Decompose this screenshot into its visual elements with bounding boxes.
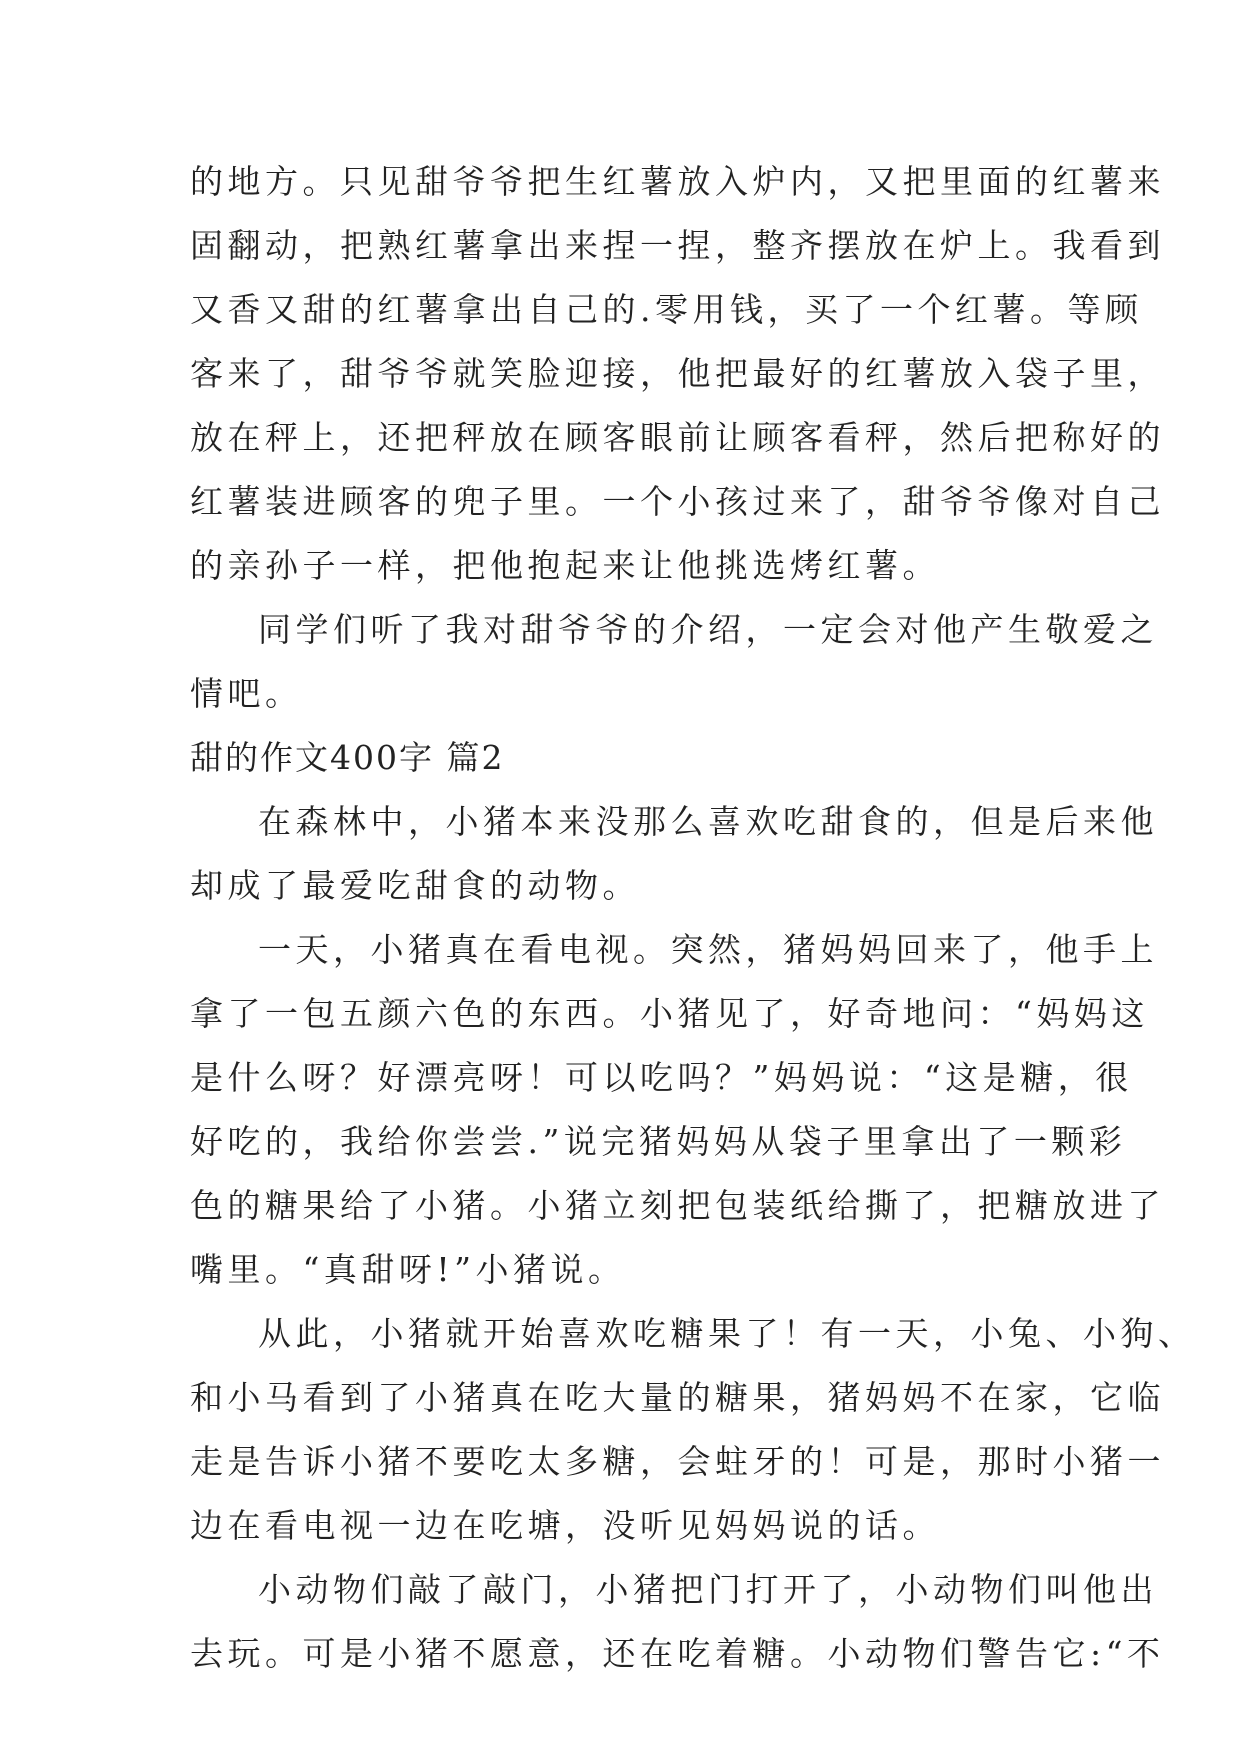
text-line: 色的糖果给了小猪。小猪立刻把包装纸给撕了，把糖放进了	[190, 1186, 1165, 1225]
text-line: 是什么呀？好漂亮呀！可以吃吗？”妈妈说：“这是糖，很	[190, 1058, 1133, 1097]
paragraph-first-line: 小动物们敲了敲门，小猪把门打开了，小动物们叫他出	[258, 1570, 1158, 1609]
text-line: 放在秤上，还把秤放在顾客眼前让顾客看秤，然后把称好的	[190, 418, 1165, 457]
text-line: 拿了一包五颜六色的东西。小猪见了，好奇地问：“妈妈这	[190, 994, 1149, 1033]
text-line: 红薯装进顾客的兜子里。一个小孩过来了，甜爷爷像对自己	[190, 482, 1165, 521]
text-line: 固翻动，把熟红薯拿出来捏一捏，整齐摆放在炉上。我看到	[190, 226, 1165, 265]
text-line: 嘴里。“真甜呀!”小猪说。	[190, 1250, 626, 1289]
text-line: 走是告诉小猪不要吃太多糖，会蛀牙的！可是，那时小猪一	[190, 1442, 1165, 1481]
paragraph-first-line: 同学们听了我对甜爷爷的介绍，一定会对他产生敬爱之	[258, 610, 1158, 649]
text-line: 和小马看到了小猪真在吃大量的糖果，猪妈妈不在家，它临	[190, 1378, 1165, 1417]
text-line: 去玩。可是小猪不愿意，还在吃着糖。小动物们警告它:“不	[190, 1634, 1165, 1673]
paragraph-first-line: 一天，小猪真在看电视。突然，猪妈妈回来了，他手上	[258, 930, 1158, 969]
text-line: 的亲孙子一样，把他抱起来让他挑选烤红薯。	[190, 546, 940, 585]
paragraph-first-line: 从此，小猪就开始喜欢吃糖果了！有一天，小兔、小狗、	[258, 1314, 1196, 1353]
document-body	[190, 150, 1196, 1686]
text-line: 情吧。	[190, 674, 303, 713]
paragraph-first-line: 在森林中，小猪本来没那么喜欢吃甜食的，但是后来他	[258, 802, 1158, 841]
text-line: 又香又甜的红薯拿出自己的.零用钱，买了一个红薯。等顾	[190, 290, 1143, 329]
text-line: 客来了，甜爷爷就笑脸迎接，他把最好的红薯放入袋子里，	[190, 354, 1165, 393]
text-line: 的地方。只见甜爷爷把生红薯放入炉内，又把里面的红薯来	[190, 162, 1165, 201]
text-line: 好吃的，我给你尝尝.”说完猪妈妈从袋子里拿出了一颗彩	[190, 1122, 1127, 1161]
text-line: 却成了最爱吃甜食的动物。	[190, 866, 640, 905]
text-line: 边在看电视一边在吃塘，没听见妈妈说的话。	[190, 1506, 940, 1545]
section-heading: 甜的作文400字 篇2	[190, 738, 505, 777]
